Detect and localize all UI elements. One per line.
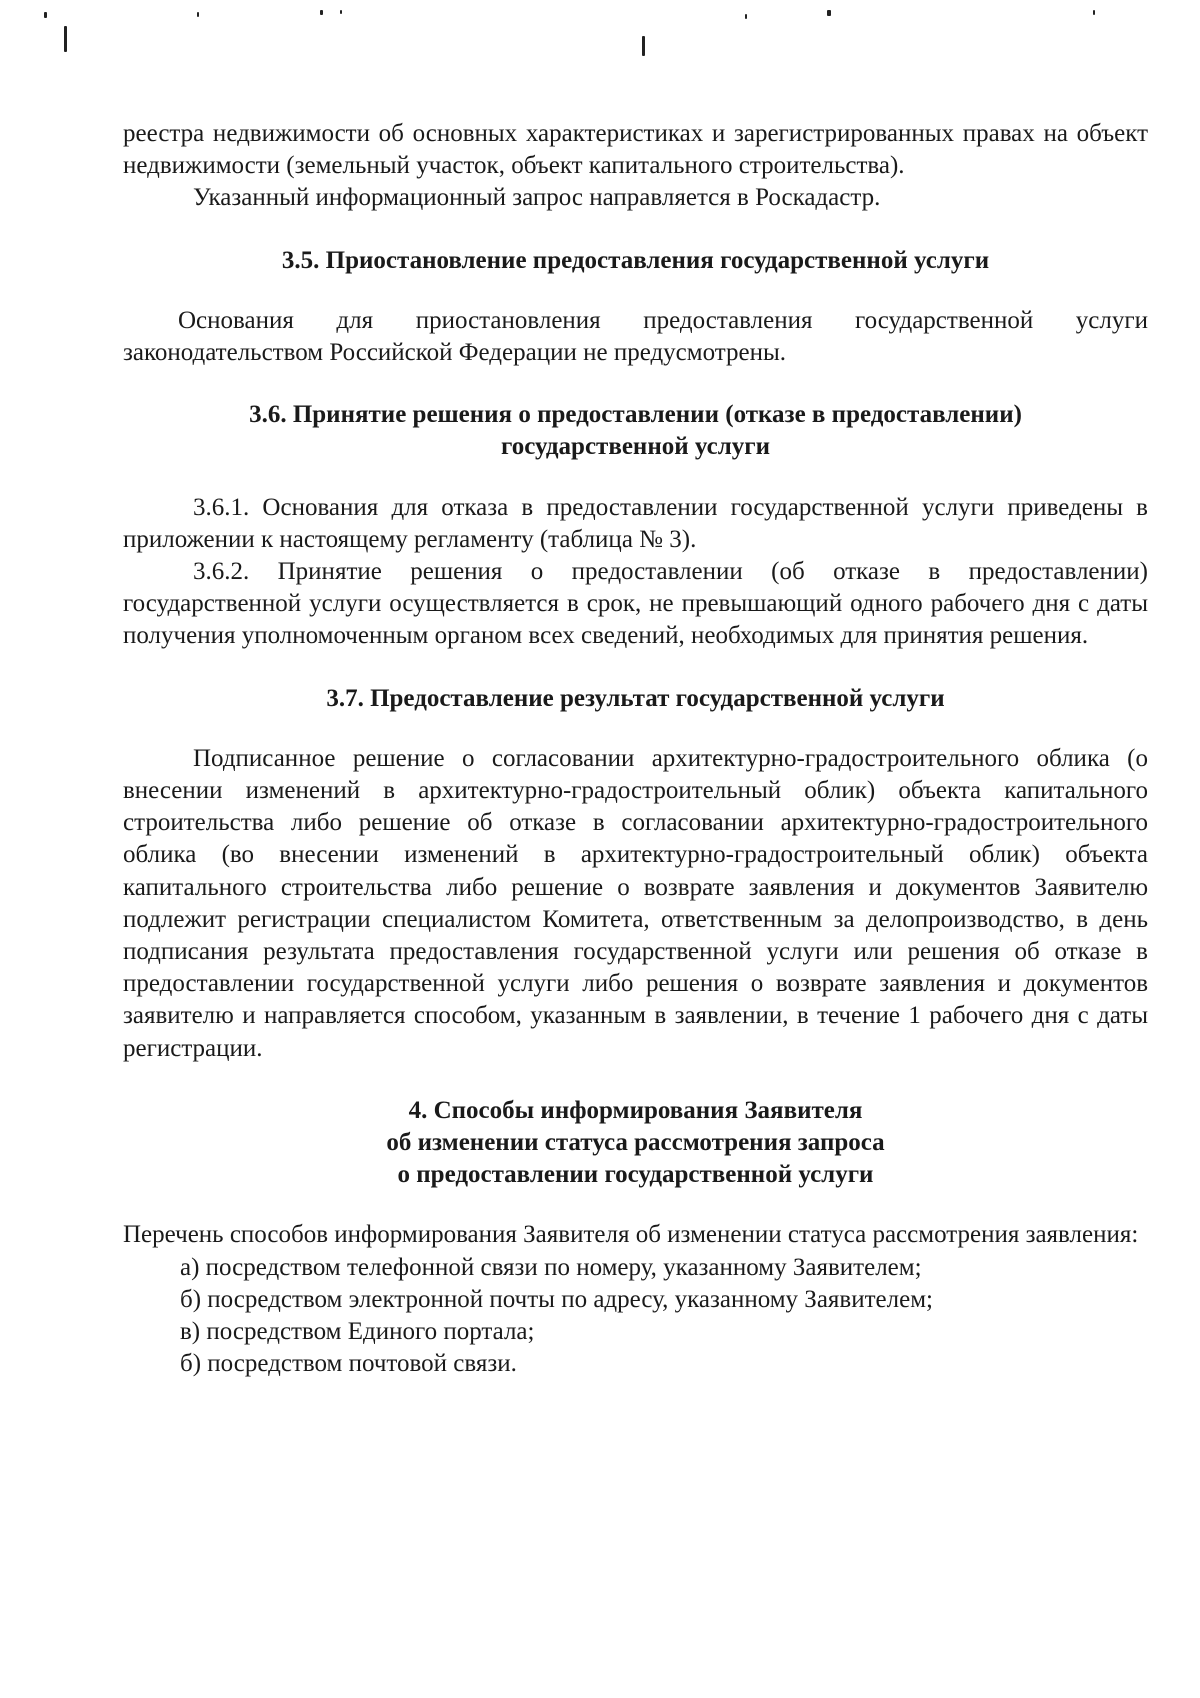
section-3-6-1-text: 3.6.1. Основания для отказа в предоставлении государственной услуги приведены в приложении к настоящему регламенту (таблица № 3). xyxy=(123,493,1148,553)
section-4-intro: Перечень способов информирования Заявителя об изменении статуса рассмотрения заявления: xyxy=(123,1221,1139,1249)
section-4-heading-line3: о предоставлении государственной услуги xyxy=(397,1161,874,1189)
scan-artifact xyxy=(827,10,831,16)
list-item: б) посредством электронной почты по адресу, указанному Заявителем; xyxy=(180,1285,933,1313)
informing-methods-list xyxy=(123,1252,1148,1381)
scan-artifact xyxy=(44,12,47,18)
scan-artifact xyxy=(340,10,342,14)
scan-artifact xyxy=(642,36,645,56)
scan-artifact xyxy=(745,14,747,19)
scan-artifact xyxy=(1093,10,1095,15)
section-3-7-text: Подписанное решение о согласовании архитектурно-градостроительного облика (о внесении изменений в архитектурно-градостроительный облик) объекта капитального строительства либо решение об отказе в согласовании архитектурно-градостроительного облика (во внесении изменений в архитектурно-градостроительный облик) объекта капитального строительства либо решение о возврате заявления и документов Заявителю подлежит регистрации специалистом Комитета, ответственным за делопроизводство, в день подписания результата предоставления государственной услуги или решения об отказе в предоставлении государственной услуги либо решения о возврате заявления и документов заявителю и направляется способом, указанным в заявлении, в течение 1 рабочего дня с даты регистрации. xyxy=(123,744,1148,1062)
section-3-6-heading-line2: государственной услуги xyxy=(500,433,771,461)
list-item: б) посредством почтовой связи. xyxy=(180,1350,517,1378)
scan-artifact xyxy=(64,26,67,52)
section-3-5-heading: 3.5. Приостановление предоставления государственной услуги xyxy=(281,246,990,274)
section-3-6-heading-line1: 3.6. Принятие решения о предоставлении (отказе в предоставлении) xyxy=(249,401,1022,429)
section-3-7-heading: 3.7. Предоставление результат государственной услуги xyxy=(326,684,945,712)
section-4-heading-line2: об изменении статуса рассмотрения запроса xyxy=(386,1129,885,1157)
document-page xyxy=(123,118,1148,1381)
section-3-6-heading xyxy=(123,399,1148,463)
scan-artifact xyxy=(197,12,199,17)
intro-paragraph: реестра недвижимости об основных характеристиках и зарегистрированных правах на объект недвижимости (земельный участок, объект капитального строительства). xyxy=(123,120,1148,180)
section-3-6-2-text: 3.6.2. Принятие решения о предоставлении (об отказе в предоставлении) государственной услуги осуществляется в срок, не превышающий одного рабочего дня с даты получения уполномоченным органом всех сведений, необходимых для принятия решения. xyxy=(123,558,1148,650)
section-4-heading xyxy=(123,1095,1148,1192)
section-3-5-text: Основания для приостановления предоставления государственной услуги законодательством Российской Федерации не предусмотрены. xyxy=(123,306,1148,367)
scan-artifact xyxy=(320,10,323,15)
list-item: а) посредством телефонной связи по номеру, указанному Заявителем; xyxy=(180,1253,922,1281)
intro-note: Указанный информационный запрос направляется в Роскадастр. xyxy=(193,184,881,212)
list-item: в) посредством Единого портала; xyxy=(180,1318,535,1346)
section-4-heading-line1: 4. Способы информирования Заявителя xyxy=(408,1096,863,1124)
